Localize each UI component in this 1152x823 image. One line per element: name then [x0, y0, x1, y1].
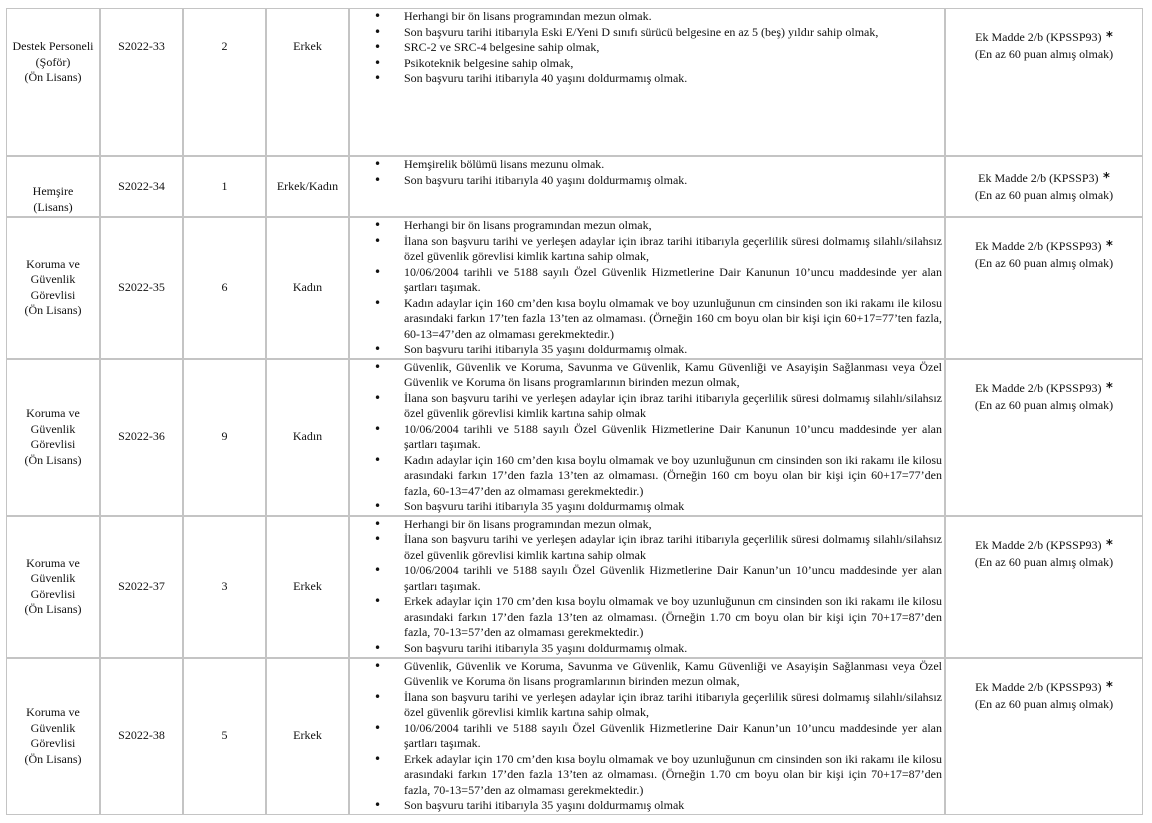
- asterisk-icon: *: [1101, 380, 1113, 396]
- score-type-line: [946, 29, 1142, 46]
- requirement-item: • Kadın adaylar için 160 cm’den kısa boylu olmamak ve boy uzunluğunun cm cinsinden son iki rakamı ile kilosu arasındaki farkın 17’den fazla 13’ten az olmaması. (Örneğin 160 cm boyu olan bir kişi için 60+17=77’den fazla, 60-13=47’den az olmaması gerekmektedir.): [350, 453, 944, 500]
- gender-cell: Kadın: [266, 359, 349, 516]
- position-title-line: (Şoför): [35, 54, 71, 69]
- score-type-line: [946, 238, 1142, 255]
- requirements-cell: [349, 156, 945, 217]
- position-title-line: Koruma ve: [26, 555, 80, 570]
- position-cell: [6, 658, 100, 815]
- position-cell: [6, 8, 100, 156]
- score-cell: [945, 156, 1143, 217]
- score-type-line: [946, 170, 1142, 187]
- requirement-item: • 10/06/2004 tarihli ve 5188 sayılı Özel Güvenlik Hizmetlerine Dair Kanunun 10’uncu maddesinde yer alan şartları taşımak.: [350, 422, 944, 453]
- score-type: Ek Madde 2/b (KPSSP93): [975, 239, 1102, 253]
- position-title-line: (Ön Lisans): [24, 303, 82, 318]
- gender-cell: Kadın: [266, 217, 349, 359]
- positions-table: [6, 8, 1143, 815]
- code-cell: S2022-34: [100, 156, 183, 217]
- score-note: (En az 60 puan almış olmak): [974, 554, 1114, 569]
- asterisk-icon: *: [1101, 30, 1113, 45]
- requirement-item: • Herhangi bir ön lisans programından mezun olmak,: [350, 517, 944, 533]
- score-note: (En az 60 puan almış olmak): [974, 397, 1114, 412]
- score-type-line: [946, 537, 1142, 554]
- score-type: Ek Madde 2/b (KPSSP93): [975, 679, 1102, 694]
- requirements-list: [350, 659, 944, 814]
- position-title-line: Koruma ve: [26, 406, 80, 420]
- gender-cell: Erkek: [266, 516, 349, 658]
- position-title-line: Güvenlik: [30, 421, 76, 436]
- gender-cell: Erkek: [266, 658, 349, 815]
- count-cell: 2: [183, 8, 266, 156]
- requirement-item: • 10/06/2004 tarihli ve 5188 sayılı Özel Güvenlik Hizmetlerine Dair Kanun’un 10’uncu maddesinde yer alan şartları taşımak.: [350, 563, 944, 594]
- requirement-item: • Güvenlik, Güvenlik ve Koruma, Savunma ve Güvenlik, Kamu Güvenliği ve Asayişin Sağlanması veya Özel Güvenlik ve Koruma ön lisans programlarının birinden mezun olmak,: [350, 659, 944, 690]
- position-title-line: (Ön Lisans): [24, 70, 82, 84]
- code-cell: S2022-35: [100, 217, 183, 359]
- position-title-line: Destek Personeli: [12, 39, 94, 53]
- position-cell: [6, 516, 100, 658]
- position-title-line: (Ön Lisans): [24, 452, 82, 467]
- asterisk-icon: *: [1098, 171, 1110, 186]
- score-type: Ek Madde 2/b (KPSSP93): [975, 537, 1102, 552]
- position-title-line: Görevlisi: [30, 736, 76, 750]
- position-title-line: (Ön Lisans): [24, 751, 82, 766]
- position-title-line: Görevlisi: [30, 437, 76, 451]
- requirements-cell: [349, 516, 945, 658]
- position-title-line: Görevlisi: [30, 287, 76, 302]
- position-title-line: Güvenlik: [30, 571, 76, 585]
- requirement-item: • 10/06/2004 tarihli ve 5188 sayılı Özel Güvenlik Hizmetlerine Dair Kanunun 10’uncu maddesinde yer alan şartları taşımak.: [350, 265, 944, 296]
- position-cell: [6, 359, 100, 516]
- table-row: [6, 217, 1143, 359]
- requirements-list: [350, 517, 944, 657]
- requirement-item: • Erkek adaylar için 170 cm’den kısa boylu olmamak ve boy uzunluğunun cm cinsinden son iki rakamı ile kilosu arasındaki farkın 17’den fazla 13’ten az olmaması. (Örneğin 1.70 cm boyu olan bir kişi için 70+17=87’den fazla, 70-13=57’den az olmaması gerekmektedir.): [350, 594, 944, 641]
- table-row: [6, 516, 1143, 658]
- requirement-item: • Psikoteknik belgesine sahip olmak,: [350, 56, 944, 72]
- score-type: Ek Madde 2/b (KPSSP93): [975, 30, 1102, 44]
- score-note: (En az 60 puan almış olmak): [974, 188, 1114, 202]
- asterisk-icon: *: [1101, 239, 1113, 254]
- requirements-list: [350, 157, 944, 188]
- count-cell: 6: [183, 217, 266, 359]
- requirements-cell: [349, 217, 945, 359]
- asterisk-icon: *: [1101, 537, 1113, 553]
- requirement-item: • Herhangi bir ön lisans programından mezun olmak.: [350, 9, 944, 25]
- requirement-item: • Son başvuru tarihi itibarıyla 40 yaşını doldurmamış olmak.: [350, 71, 944, 87]
- score-type-line: [946, 679, 1142, 696]
- requirement-item: • Hemşirelik bölümü lisans mezunu olmak.: [350, 157, 944, 173]
- requirement-item: • Son başvuru tarihi itibarıyla 35 yaşını doldurmamış olmak: [350, 798, 944, 814]
- requirement-item: • Son başvuru tarihi itibarıyla 35 yaşını doldurmamış olmak.: [350, 342, 944, 358]
- code-cell: S2022-38: [100, 658, 183, 815]
- requirements-cell: [349, 359, 945, 516]
- requirement-item: • 10/06/2004 tarihli ve 5188 sayılı Özel Güvenlik Hizmetlerine Dair Kanun’un 10’uncu maddesinde yer alan şartları taşımak.: [350, 721, 944, 752]
- score-note: (En az 60 puan almış olmak): [974, 256, 1114, 270]
- gender-cell: Erkek/Kadın: [266, 156, 349, 217]
- score-type: Ek Madde 2/b (KPSSP93): [975, 380, 1102, 395]
- table-row: [6, 658, 1143, 815]
- requirements-cell: [349, 658, 945, 815]
- score-cell: [945, 516, 1143, 658]
- requirement-item: • İlana son başvuru tarihi ve yerleşen adaylar için ibraz tarihi itibarıyla geçerlilik süresi dolmamış silahlı/silahsız özel güvenlik görevlisi kimlik kartına sahip olmak: [350, 532, 944, 563]
- position-title-line: Güvenlik: [30, 272, 76, 287]
- requirement-item: • Herhangi bir ön lisans programından mezun olmak,: [350, 218, 944, 234]
- code-cell: S2022-37: [100, 516, 183, 658]
- requirement-item: • Kadın adaylar için 160 cm’den kısa boylu olmamak ve boy uzunluğunun cm cinsinden son iki rakamı ile kilosu arasındaki farkın 17’ten fazla 13’ten az olmaması. (Örneğin 160 cm boyu olan bir kişi için 60+17=77’ten fazla, 60-13=47’den az olmaması gerekmektedir.): [350, 296, 944, 343]
- count-cell: 5: [183, 658, 266, 815]
- count-cell: 9: [183, 359, 266, 516]
- position-title-line: Güvenlik: [30, 720, 76, 735]
- table-row: [6, 359, 1143, 516]
- score-type-line: [946, 380, 1142, 397]
- position-title-line: (Lisans): [33, 199, 73, 214]
- requirements-list: [350, 218, 944, 358]
- position-title-line: Koruma ve: [26, 705, 80, 719]
- table-row: [6, 156, 1143, 217]
- score-cell: [945, 217, 1143, 359]
- requirement-item: • Son başvuru tarihi itibarıyla 40 yaşını doldurmamış olmak.: [350, 173, 944, 189]
- count-cell: 1: [183, 156, 266, 217]
- requirements-list: [350, 360, 944, 515]
- position-title-line: Hemşire: [32, 184, 74, 198]
- count-cell: 3: [183, 516, 266, 658]
- positions-table-body: [6, 8, 1143, 815]
- gender-cell: Erkek: [266, 8, 349, 156]
- position-title-line: Koruma ve: [26, 256, 80, 271]
- position-title-line: (Ön Lisans): [24, 602, 82, 616]
- requirement-item: • SRC-2 ve SRC-4 belgesine sahip olmak,: [350, 40, 944, 56]
- code-cell: S2022-33: [100, 8, 183, 156]
- requirement-item: • İlana son başvuru tarihi ve yerleşen adaylar için ibraz tarihi itibarıyla geçerlilik süresi dolmamış silahlı/silahsız özel güvenlik görevlisi kimlik kartına sahip olmak: [350, 391, 944, 422]
- score-cell: [945, 658, 1143, 815]
- code-cell: S2022-36: [100, 359, 183, 516]
- position-title-line: Görevlisi: [30, 586, 76, 601]
- asterisk-icon: *: [1101, 679, 1113, 695]
- requirement-item: • Son başvuru tarihi itibarıyla 35 yaşını doldurmamış olmak.: [350, 641, 944, 657]
- requirement-item: • İlana son başvuru tarihi ve yerleşen adaylar için ibraz tarihi itibarıyla geçerlilik süresi dolmamış silahlı/silahsız özel güvenlik görevlisi kimlik kartına sahip olmak,: [350, 690, 944, 721]
- requirements-cell: [349, 8, 945, 156]
- score-note: (En az 60 puan almış olmak): [974, 696, 1114, 711]
- requirement-item: • Güvenlik, Güvenlik ve Koruma, Savunma ve Güvenlik, Kamu Güvenliği ve Asayişin Sağlanması veya Özel Güvenlik ve Koruma ön lisans programlarının birinden mezun olmak,: [350, 360, 944, 391]
- table-row: [6, 8, 1143, 156]
- requirement-item: • Son başvuru tarihi itibarıyla Eski E/Yeni D sınıfı sürücü belgesine en az 5 (beş) yıldır sahip olmak,: [350, 25, 944, 41]
- requirement-item: • İlana son başvuru tarihi ve yerleşen adaylar için ibraz tarihi itibarıyla geçerlilik süresi dolmamış silahlı/silahsız özel güvenlik görevlisi kimlik kartına sahip olmak,: [350, 234, 944, 265]
- score-type: Ek Madde 2/b (KPSSP3): [978, 171, 1099, 185]
- score-cell: [945, 8, 1143, 156]
- score-note: (En az 60 puan almış olmak): [974, 47, 1114, 61]
- position-cell: [6, 217, 100, 359]
- requirement-item: • Son başvuru tarihi itibarıyla 35 yaşını doldurmamış olmak: [350, 499, 944, 515]
- score-cell: [945, 359, 1143, 516]
- requirement-item: • Erkek adaylar için 170 cm’den kısa boylu olmamak ve boy uzunluğunun cm cinsinden son iki rakamı ile kilosu arasındaki farkın 17’den fazla 13’ten az olmaması. (Örneğin 1.70 cm boyu olan bir kişi için 70+17=87’den fazla, 70-13=57’den az olmaması gerekmektedir.): [350, 752, 944, 799]
- position-cell: [6, 156, 100, 217]
- requirements-list: [350, 9, 944, 87]
